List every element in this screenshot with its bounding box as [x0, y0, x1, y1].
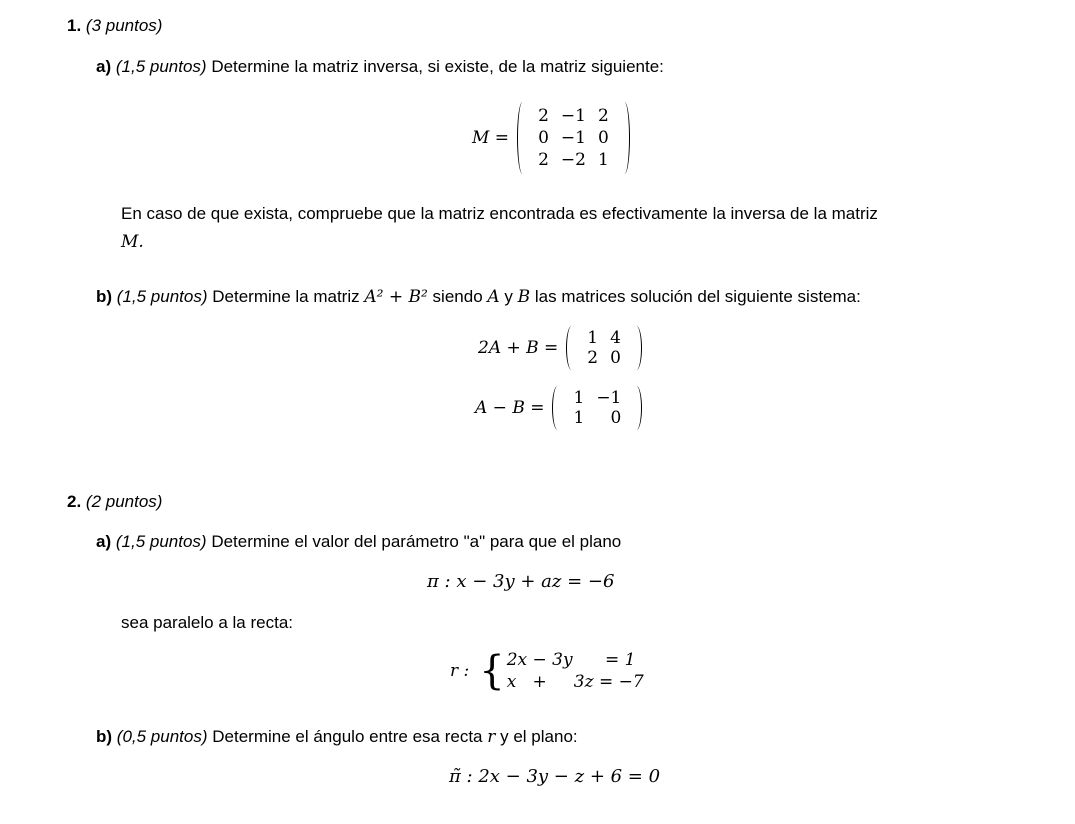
matrix-cell: −1: [560, 106, 586, 126]
q1b-points: (1,5 puntos): [116, 287, 208, 306]
matrix-cell: −2: [560, 150, 586, 170]
question-2-number: 2.: [67, 492, 82, 511]
matrix-cell: 1: [587, 328, 599, 348]
q2a-points: (1,5 puntos): [115, 532, 207, 551]
matrix-cell: 1: [597, 150, 609, 170]
q1b-var-b: B: [517, 287, 531, 307]
q2a-letter: a): [96, 532, 112, 551]
question-1-number: 1.: [67, 16, 82, 35]
q1b-text-mid: siendo: [432, 287, 483, 306]
matrix-cell: 2: [538, 106, 549, 126]
q1b-var-a: A: [487, 287, 500, 307]
left-paren: [517, 102, 528, 174]
q2a-text2: sea paralelo a la recta:: [121, 613, 293, 632]
system-eq2-matrix: [567, 388, 627, 428]
plane-pi-tilde-equation: π̃ : 2x − 3y − z + 6 = 0: [449, 766, 661, 787]
line-r-eq1: 2x − 3y = 1: [506, 650, 636, 670]
q1b-expr: A² + B²: [364, 287, 428, 307]
matrix-cell: −1: [596, 388, 622, 408]
matrix-cell: 1: [573, 388, 585, 408]
line-r-label: r :: [450, 661, 470, 681]
matrix-cell: −1: [560, 128, 586, 148]
question-1-header: [67, 16, 162, 36]
right-paren: [631, 386, 642, 430]
left-paren: [566, 326, 577, 370]
question-2-points: (2 puntos): [85, 492, 163, 511]
matrix-m-label: M =: [472, 128, 510, 148]
q1b-text-pre: Determine la matriz: [212, 287, 360, 306]
question-1-points: (3 puntos): [85, 16, 163, 35]
question-2-header: [67, 492, 162, 512]
matrix-m: [532, 106, 615, 170]
system-eq2-label: A − B =: [475, 398, 545, 418]
curly-brace-icon: {: [479, 648, 505, 694]
matrix-cell: 0: [610, 348, 621, 368]
matrix-m-equation: [472, 102, 630, 174]
matrix-cell: 2: [538, 150, 549, 170]
q2a-statement: [96, 532, 621, 552]
system-eq1: [478, 326, 642, 370]
system-eq1-label: 2A + B =: [478, 338, 559, 358]
q1a-followup-line2: M.: [121, 232, 144, 252]
q1a-text: Determine la matriz inversa, si existe, de la matriz siguiente:: [211, 57, 664, 76]
line-r-equations: [507, 650, 644, 692]
q1a-followup-line1: En caso de que exista, compruebe que la matriz encontrada es efectivamente la inversa de la matriz: [121, 204, 878, 223]
matrix-cell: 0: [610, 408, 622, 428]
q1b-text-y: y: [504, 287, 513, 306]
matrix-cell: 0: [597, 128, 609, 148]
q1b-letter: b): [96, 287, 113, 306]
matrix-cell: 1: [573, 408, 585, 428]
q2b-text-post: y el plano:: [500, 727, 578, 746]
q2b-letter: b): [96, 727, 113, 746]
q2a-text: Determine el valor del parámetro "a" para que el plano: [211, 532, 622, 551]
q2b-points: (0,5 puntos): [116, 727, 208, 746]
q1b-statement: [96, 287, 861, 307]
system-eq1-matrix: [581, 328, 627, 368]
matrix-cell: 0: [538, 128, 549, 148]
system-eq2: [475, 386, 642, 430]
q1a-points: (1,5 puntos): [115, 57, 207, 76]
line-r-eq2: x + 3z = −7: [506, 672, 644, 692]
right-paren: [619, 102, 630, 174]
matrix-cell: 2: [597, 106, 609, 126]
q2b-var-r: r: [487, 727, 496, 747]
matrix-cell: 2: [587, 348, 599, 368]
q1a-letter: a): [96, 57, 112, 76]
q2b-text-pre: Determine el ángulo entre esa recta: [212, 727, 483, 746]
q1b-text-post: las matrices solución del siguiente sistema:: [534, 287, 861, 306]
plane-pi-equation: π : x − 3y + az = −6: [427, 571, 615, 592]
q2b-statement: [96, 727, 578, 747]
right-paren: [631, 326, 642, 370]
line-r-system: [450, 648, 644, 694]
q1a-statement: [96, 57, 664, 77]
left-paren: [552, 386, 563, 430]
matrix-cell: 4: [610, 328, 621, 348]
